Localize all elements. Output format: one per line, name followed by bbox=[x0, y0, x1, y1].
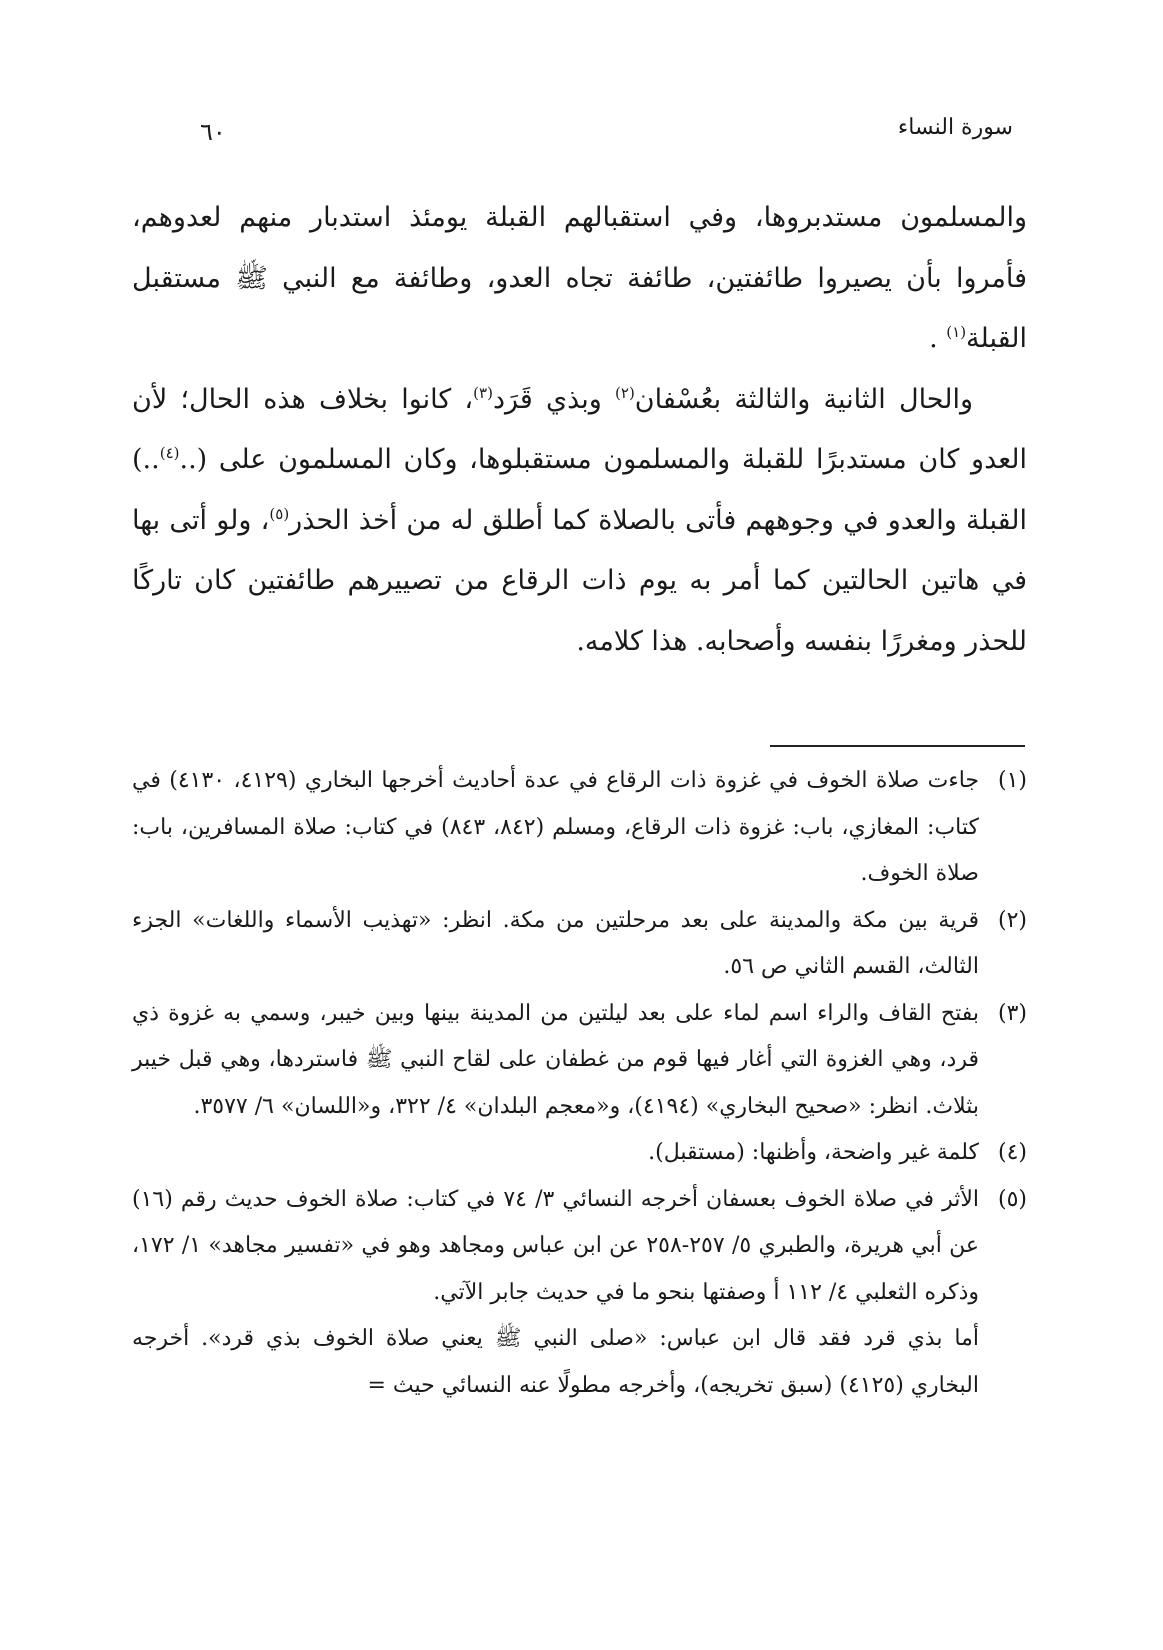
footnote-1 bbox=[132, 758, 1027, 898]
paragraph-1-end: . bbox=[929, 323, 947, 354]
footnotes bbox=[132, 758, 1027, 1409]
paragraph-2-text-e: ، ولو أتى بها في هاتين الحالتين كما أمر به يوم ذات الرقاع من تصييرهم طائفتين كان تاركًا للحذر ومغررًا بنفسه وأصحابه. هذا كلامه. bbox=[132, 504, 1027, 657]
footnote-ref-2: (٢) bbox=[615, 383, 635, 402]
paragraph-2 bbox=[132, 370, 1027, 673]
footnote-3 bbox=[132, 991, 1027, 1131]
footnote-number: (٣) bbox=[997, 1000, 1027, 1026]
paragraph-2-text-c: ، كانوا بخلاف هذه الحال؛ لأن العدو كان مستدبرًا للقبلة والمسلمون مستقبلوها، وكان المسلمون على (.. bbox=[132, 383, 1027, 475]
footnote-text: جاءت صلاة الخوف في غزوة ذات الرقاع في عدة أحاديث أخرجها البخاري (٤١٢٩، ٤١٣٠) في كتاب: المغازي، باب: غزوة ذات الرقاع، ومسلم (٨٤٢، ٨٤٣) في كتاب: صلاة المسافرين، باب: صلاة الخوف. bbox=[132, 768, 980, 886]
paragraph-2-text-d: ..) القبلة والعدو في وجوههم فأتى بالصلاة كما أطلق له من أخذ الحذر bbox=[132, 444, 1027, 536]
paragraph-2-text-a: والحال الثانية والثالثة بعُسْفان bbox=[634, 383, 973, 415]
paragraph-2-text-b: وبذي قَرَد bbox=[492, 383, 616, 415]
footnote-text: قرية بين مكة والمدينة على بعد مرحلتين من مكة. انظر: «تهذيب الأسماء واللغات» الجزء الثالث، القسم الثاني ص ٥٦. bbox=[132, 907, 979, 979]
footnote-text: بفتح القاف والراء اسم لماء على بعد ليلتين من المدينة بينها وبين خيبر، وسمي به غزوة ذي قرد، وهي الغزوة التي أغار فيها قوم من غطفان على لقاح النبي ﷺ فاستردها، وهي قبل خيبر بثلاث. انظر: «صحيح البخاري» (٤١٩٤)، و«معجم البلدان» ٤/ ٣٢٢، و«اللسان» ٦/ ٣٥٧٧. bbox=[132, 1000, 979, 1119]
footnote-text: كلمة غير واضحة، وأظنها: (مستقبل). bbox=[648, 1140, 979, 1165]
chapter-title: سورة النساء bbox=[897, 115, 1013, 140]
footnote-number: (٢) bbox=[997, 907, 1027, 933]
footnote-2 bbox=[132, 898, 1027, 991]
page-header bbox=[200, 108, 1013, 148]
footnote-ref-5: (٥) bbox=[269, 504, 290, 523]
footnote-number: (٥) bbox=[997, 1186, 1027, 1212]
footnote-text: الأثر في صلاة الخوف بعسفان أخرجه النسائي ٣/ ٧٤ في كتاب: صلاة الخوف حديث رقم (١٦) عن أبي هريرة، والطبري ٥/ ٢٥٧-٢٥٨ عن ابن عباس ومجاهد وهو في «تفسير مجاهد» ١/ ١٧٢، وذكره الثعلبي ٤/ ١١٢ أ وصفتها بنحو ما في حديث جابر الآتي. bbox=[132, 1186, 980, 1305]
footnote-5 bbox=[132, 1177, 1027, 1317]
paragraph-1 bbox=[132, 188, 1027, 370]
footnote-number: (١) bbox=[997, 768, 1027, 793]
main-text bbox=[132, 188, 1027, 672]
footnote-ref-1: (١) bbox=[946, 323, 967, 341]
page-number: ٦٠ bbox=[200, 118, 226, 146]
footnote-5-continuation: أما بذي قرد فقد قال ابن عباس: «صلى النبي ﷺ يعني صلاة الخوف بذي قرد». أخرجه البخاري (٤١٢٥) (سبق تخريجه)، وأخرجه مطولًا عنه النسائي حيث = bbox=[132, 1326, 979, 1398]
footnote-ref-3: (٣) bbox=[473, 383, 493, 402]
paragraph-1-text: والمسلمون مستدبروها، وفي استقبالهم القبلة يومئذ استدبار منهم لعدوهم، فأمروا بأن يصيروا طائفتين، طائفة تجاه العدو، وطائفة مع النبي ﷺ مستقبل القبلة bbox=[132, 202, 1027, 354]
footnote-4 bbox=[132, 1130, 1027, 1177]
footnote-ref-4: (٤) bbox=[159, 444, 180, 462]
footnote-number: (٤) bbox=[997, 1140, 1027, 1165]
footnote-separator bbox=[770, 745, 1025, 747]
